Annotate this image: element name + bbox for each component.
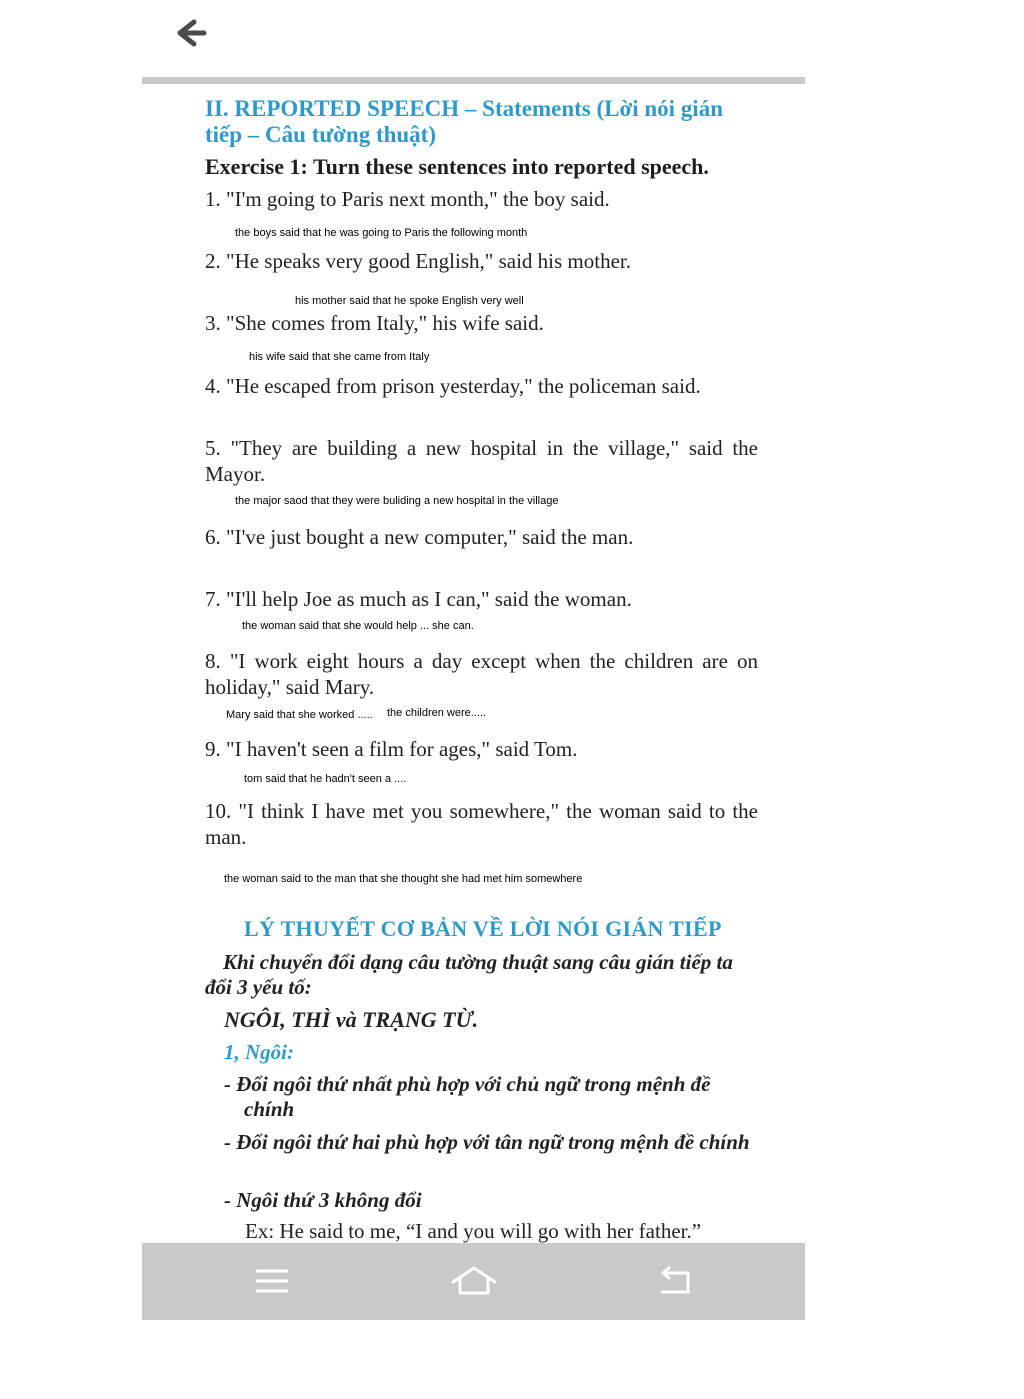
answer-1: the boys said that he was going to Paris the following month [235, 227, 528, 239]
question-7: 7. "I'll help Joe as much as I can," said the woman. [205, 587, 632, 611]
answer-8-continued: the children were..... [387, 707, 487, 719]
arrow-left-icon [170, 14, 210, 54]
theory-rule-1: - Đổi ngôi thứ nhất phù hợp với chủ ngữ trong mệnh đề chính [224, 1072, 711, 1121]
theory-example: Ex: He said to me, “I and you will go with her father.” [245, 1219, 702, 1243]
theory-title: LÝ THUYẾT CƠ BẢN VỀ LỜI NÓI GIÁN TIẾP [244, 916, 722, 941]
answer-3: his wife said that she came from Italy [249, 351, 430, 363]
answer-2: his mother said that he spoke English very well [295, 295, 524, 307]
answer-9: tom said that he hadn't seen a .... [244, 773, 407, 785]
question-8: 8. "I work eight hours a day except when the children are on holiday," said Mary. [205, 649, 758, 699]
theory-intro: Khi chuyển đổi dạng câu tường thuật sang câu gián tiếp ta đổi 3 yếu tố: [205, 950, 733, 999]
question-5: 5. "They are building a new hospital in the village," said the Mayor. [205, 436, 758, 486]
return-icon [654, 1263, 698, 1299]
bottom-nav-bar [142, 1243, 805, 1320]
question-9: 9. "I haven't seen a film for ages," said Tom. [205, 737, 578, 761]
question-10: 10. "I think I have met you somewhere," the woman said to the man. [205, 799, 758, 849]
exercise-title: Exercise 1: Turn these sentences into reported speech. [205, 154, 709, 179]
home-icon [448, 1263, 500, 1299]
theory-rule-2: - Đổi ngôi thứ hai phù hợp với tân ngữ trong mệnh đề chính [224, 1130, 750, 1154]
section-title: II. REPORTED SPEECH – Statements (Lời nói gián tiếp – Câu tường thuật) [205, 96, 723, 147]
question-3: 3. "She comes from Italy," his wife said. [205, 311, 544, 335]
theory-subheading: 1, Ngôi: [224, 1040, 294, 1064]
menu-icon [250, 1263, 294, 1299]
question-6: 6. "I've just bought a new computer," said the man. [205, 525, 634, 549]
answer-10: the woman said to the man that she thought she had met him somewhere [224, 873, 583, 885]
answer-7: the woman said that she would help ... she can. [242, 620, 474, 632]
question-1: 1. "I'm going to Paris next month," the boy said. [205, 187, 610, 211]
return-button[interactable] [654, 1263, 698, 1299]
question-4: 4. "He escaped from prison yesterday," the policeman said. [205, 374, 701, 398]
answer-5: the major saod that they were buliding a new hospital in the village [235, 495, 559, 507]
question-2: 2. "He speaks very good English," said his mother. [205, 249, 632, 273]
document-viewer[interactable] [142, 84, 805, 1243]
theory-rule-3: - Ngôi thứ 3 không đổi [224, 1188, 422, 1212]
top-divider [142, 77, 805, 84]
home-button[interactable] [448, 1263, 500, 1299]
back-button[interactable] [170, 14, 210, 54]
menu-button[interactable] [250, 1263, 294, 1299]
answer-8: Mary said that she worked ..... [226, 709, 373, 721]
theory-factors: NGÔI, THÌ và TRẠNG TỪ. [224, 1007, 479, 1032]
